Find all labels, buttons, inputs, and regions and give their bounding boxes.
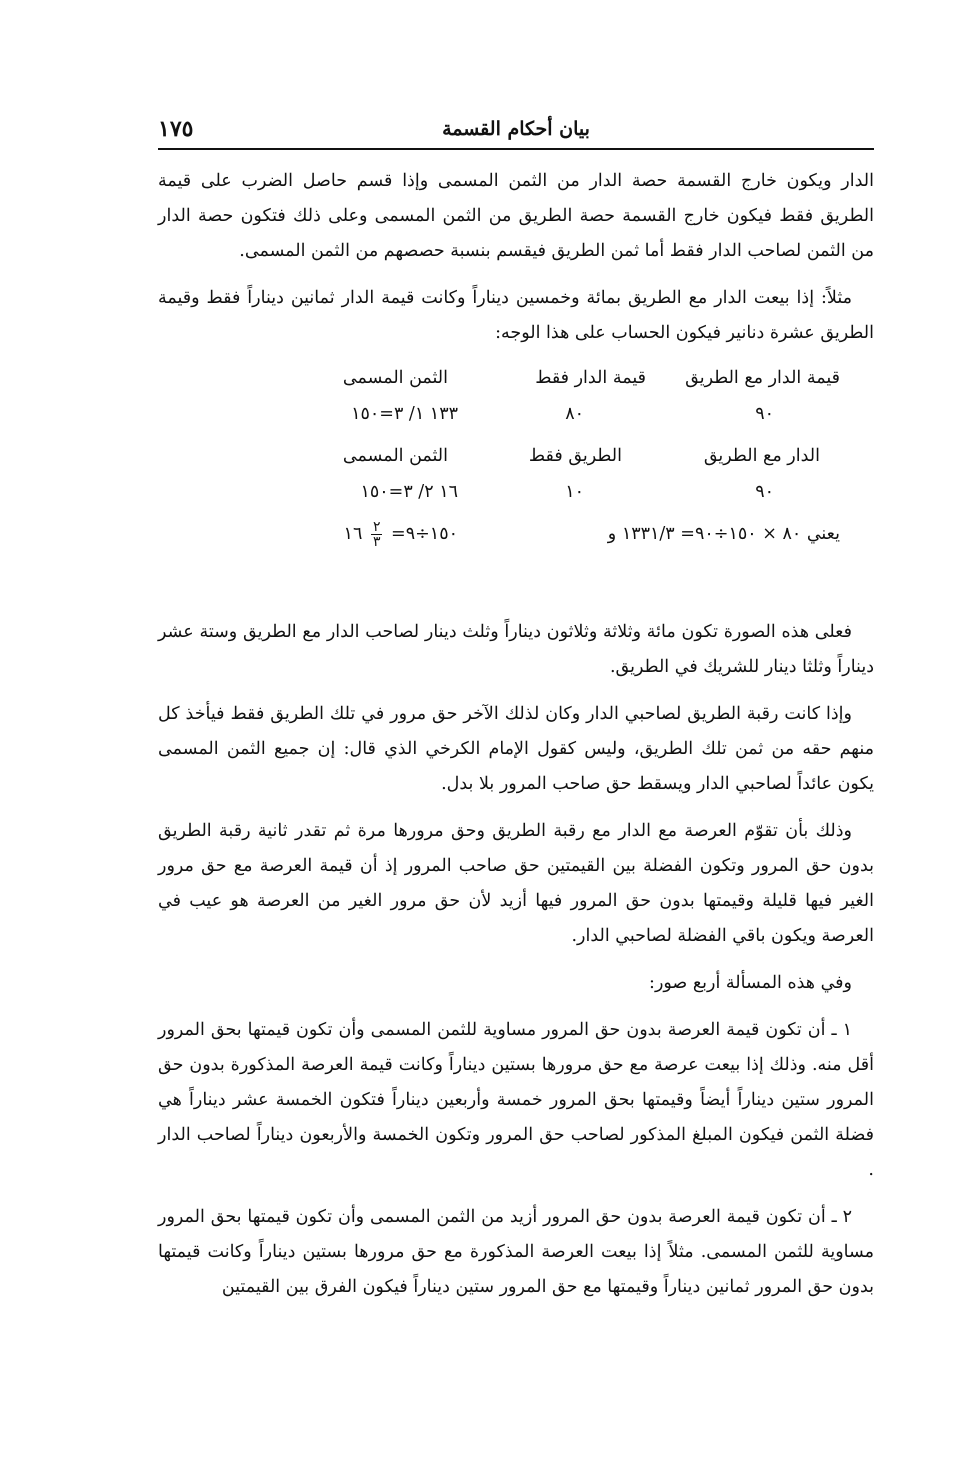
table-formula-left: يعني ٨٠ × ١٥٠÷٩٠= ١٣٣١/٣ و bbox=[607, 524, 840, 544]
table-value-house-with-road-2: ٩٠ bbox=[755, 482, 774, 502]
table-formula-right bbox=[344, 519, 458, 549]
fraction-two-thirds bbox=[371, 520, 383, 549]
paragraph-5: وذلك بأن تقوّم العرصة مع الدار مع رقبة الطريق وحق مرورها مرة ثم تقدر ثانية رقبة الطريق بدون حق المرور وتكون الفضلة بين القيمتين حق صاحب المرور إذ أن قيمة العرصة مع حق مرور الغير فيها قليلة وقيمتها بدون حق المرور فيها أزيد لأن حق مرور الغير من العرصة هو عيب في العرصة ويكون باقي الفضلة لصاحبي الدار. bbox=[158, 821, 874, 946]
formula-division: ١٥٠÷٩= bbox=[391, 524, 458, 544]
paragraph-3: فعلى هذه الصورة تكون مائة وثلاثة وثلاثون ديناراً وثلث دينار لصاحب الدار مع الطريق وستة عشر ديناراً وثلثا دينار للشريك في الطريق. bbox=[158, 622, 874, 677]
table-value-named-price-2: ١٦ ٢/ ٣=١٥٠ bbox=[360, 482, 458, 502]
table-header-named-price-2: الثمن المسمى bbox=[342, 446, 448, 466]
formula-integer: ١٦ bbox=[343, 524, 363, 544]
fraction-denominator: ٣ bbox=[372, 534, 381, 550]
page-header bbox=[158, 112, 874, 150]
paragraph-7: ١ ـ أن تكون قيمة العرصة بدون حق المرور مساوية للثمن المسمى وأن تكون قيمتها بحق المرور أقل منه. وذلك إذا بيعت عرصة مع حق مرورها بستين ديناراً وكانت قيمة العرصة المذكورة بدون حق المرور ستين ديناراً أيضاً وقيمتها بحق المرور خمسة وأربعين ديناراً فتكون الخمسة عشر ديناراً هي فضلة الثمن فيكون المبلغ المذكور لصاحب حق المرور وتكون الخمسة والأربعون ديناراً لصاحب الدار . bbox=[158, 1020, 874, 1180]
table-header-house-with-road-2: الدار مع الطريق bbox=[703, 446, 820, 466]
table-header-house-with-road: قيمة الدار مع الطريق bbox=[685, 368, 840, 388]
paragraph-1: الدار ويكون خارج القسمة حصة الدار من الثمن المسمى وإذا قسم حاصل الضرب على قيمة الطريق فقط فيكون خارج القسمة حصة الطريق من الثمن المسمى وعلى ذلك فتكون حصة الدار من الثمن لصاحب الدار فقط أما ثمن الطريق فيقسم بنسبة حصصهم من الثمن المسمى. bbox=[158, 171, 874, 261]
table-header-house-only: قيمة الدار فقط bbox=[535, 368, 646, 388]
table-header-named-price: الثمن المسمى bbox=[342, 368, 448, 388]
paragraph-6: وفي هذه المسألة أربع صور: bbox=[649, 973, 852, 993]
table-value-named-price: ١٣٣ ١/ ٣=١٥٠ bbox=[351, 404, 458, 424]
page-body bbox=[158, 164, 874, 1317]
running-title: بيان أحكام القسمة bbox=[442, 118, 590, 140]
table-value-house-with-road: ٩٠ bbox=[755, 404, 774, 424]
paragraph-8: ٢ ـ أن تكون قيمة العرصة بدون حق المرور أزيد من الثمن المسمى وأن تكون قيمتها بحق المرور مساوية للثمن المسمى. مثلاً إذا بيعت العرصة المذكورة مع حق مرورها بستين ديناراً وكانت قيمتها بدون حق المرور ثمانين ديناراً وقيمتها مع حق المرور ستين ديناراً فيكون الفرق بين القيمتين bbox=[158, 1207, 874, 1297]
fraction-numerator: ٢ bbox=[372, 519, 381, 535]
page-number: ١٧٥ bbox=[158, 116, 194, 142]
paragraph-2: مثلاً: إذا بيعت الدار مع الطريق بمائة وخمسين ديناراً وكانت قيمة الدار ثمانين ديناراً فقط وقيمة الطريق عشرة دنانير فيكون الحساب على هذا الوجه: bbox=[158, 288, 874, 343]
table-value-house-only: ٨٠ bbox=[565, 404, 584, 424]
table-header-road-only: الطريق فقط bbox=[528, 446, 622, 466]
paragraph-4: وإذا كانت رقبة الطريق لصاحبي الدار وكان لذلك الآخر حق مرور في تلك الطريق فقط فيأخذ كل منهم حقه من ثمن تلك الطريق، وليس كقول الإمام الكرخي الذي قال: إن جميع الثمن المسمى يكون عائداً لصاحبي الدار ويسقط حق صاحب المرور بلا بدل. bbox=[158, 704, 874, 794]
table-value-road-only: ١٠ bbox=[565, 482, 584, 502]
calculation-table bbox=[158, 363, 874, 579]
